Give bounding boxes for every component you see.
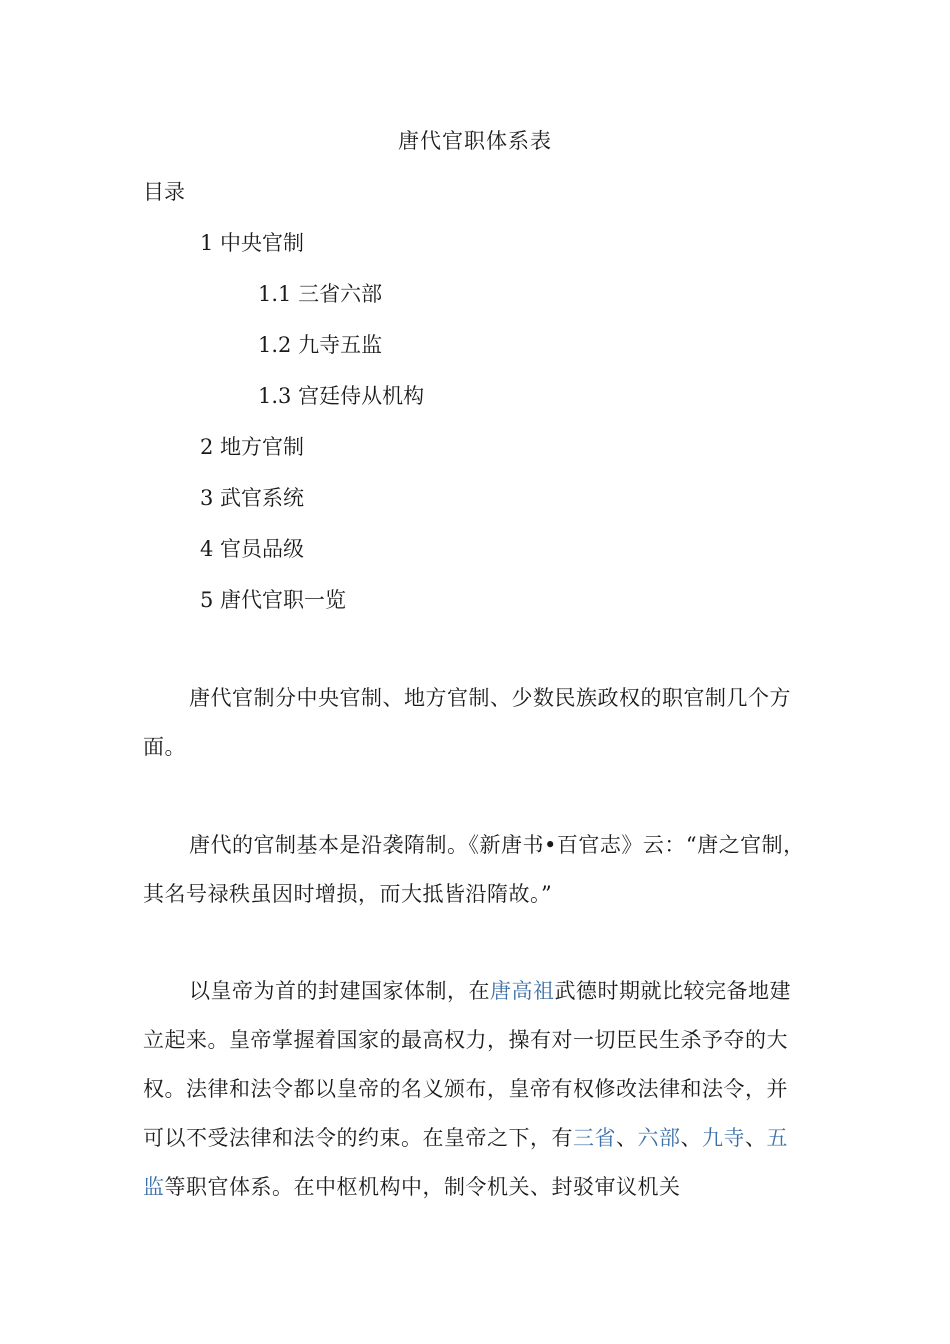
document-title: 唐代官职体系表 bbox=[398, 129, 552, 153]
link-wu-jian[interactable]: 五监 bbox=[143, 1126, 788, 1199]
toc-item-1-3[interactable]: 1.3 宫廷侍从机构 bbox=[258, 384, 425, 408]
separator: 、 bbox=[680, 1126, 702, 1150]
toc-item-4[interactable]: 4 官员品级 bbox=[200, 537, 305, 561]
link-san-sheng[interactable]: 三省 bbox=[573, 1126, 616, 1150]
toc-item-5[interactable]: 5 唐代官职一览 bbox=[200, 588, 347, 612]
paragraph-intro: 唐代官制分中央官制、地方官制、少数民族政权的职官制几个方面。 bbox=[143, 686, 791, 759]
link-tang-gaozu[interactable]: 唐高祖 bbox=[490, 979, 555, 1003]
toc-item-1-1[interactable]: 1.1 三省六部 bbox=[258, 282, 383, 306]
toc-item-1-2[interactable]: 1.2 九寺五监 bbox=[258, 333, 383, 357]
link-jiu-si[interactable]: 九寺 bbox=[702, 1126, 745, 1150]
toc-item-3[interactable]: 3 武官系统 bbox=[200, 486, 305, 510]
toc-heading: 目录 bbox=[143, 180, 185, 204]
separator: 、 bbox=[616, 1126, 638, 1150]
paragraph-imperial-system bbox=[143, 967, 808, 1212]
paragraph-sui-inheritance: 唐代的官制基本是沿袭隋制。《新唐书•百官志》云：“唐之官制，其名号禄秩虽因时增损，而大抵皆沿隋故。” bbox=[143, 833, 805, 906]
paragraph-text: 等职官体系。在中枢机构中，制令机关、封驳审议机关 bbox=[164, 1175, 681, 1199]
paragraph-text: 武德时期就比较完备地建立起来。皇帝掌握着国家的最高权力，操有对一切臣民生杀予夺的大权。法律和法令都以皇帝的名义颁布，皇帝有权修改法律和法令，并可以不受法律和法令的约束。在皇帝之下，有 bbox=[143, 979, 791, 1150]
separator: 、 bbox=[745, 1126, 767, 1150]
toc-item-1[interactable]: 1 中央官制 bbox=[200, 231, 305, 255]
link-liu-bu[interactable]: 六部 bbox=[637, 1126, 681, 1150]
toc-item-2[interactable]: 2 地方官制 bbox=[200, 435, 305, 459]
paragraph-text: 以皇帝为首的封建国家体制，在 bbox=[189, 979, 490, 1003]
